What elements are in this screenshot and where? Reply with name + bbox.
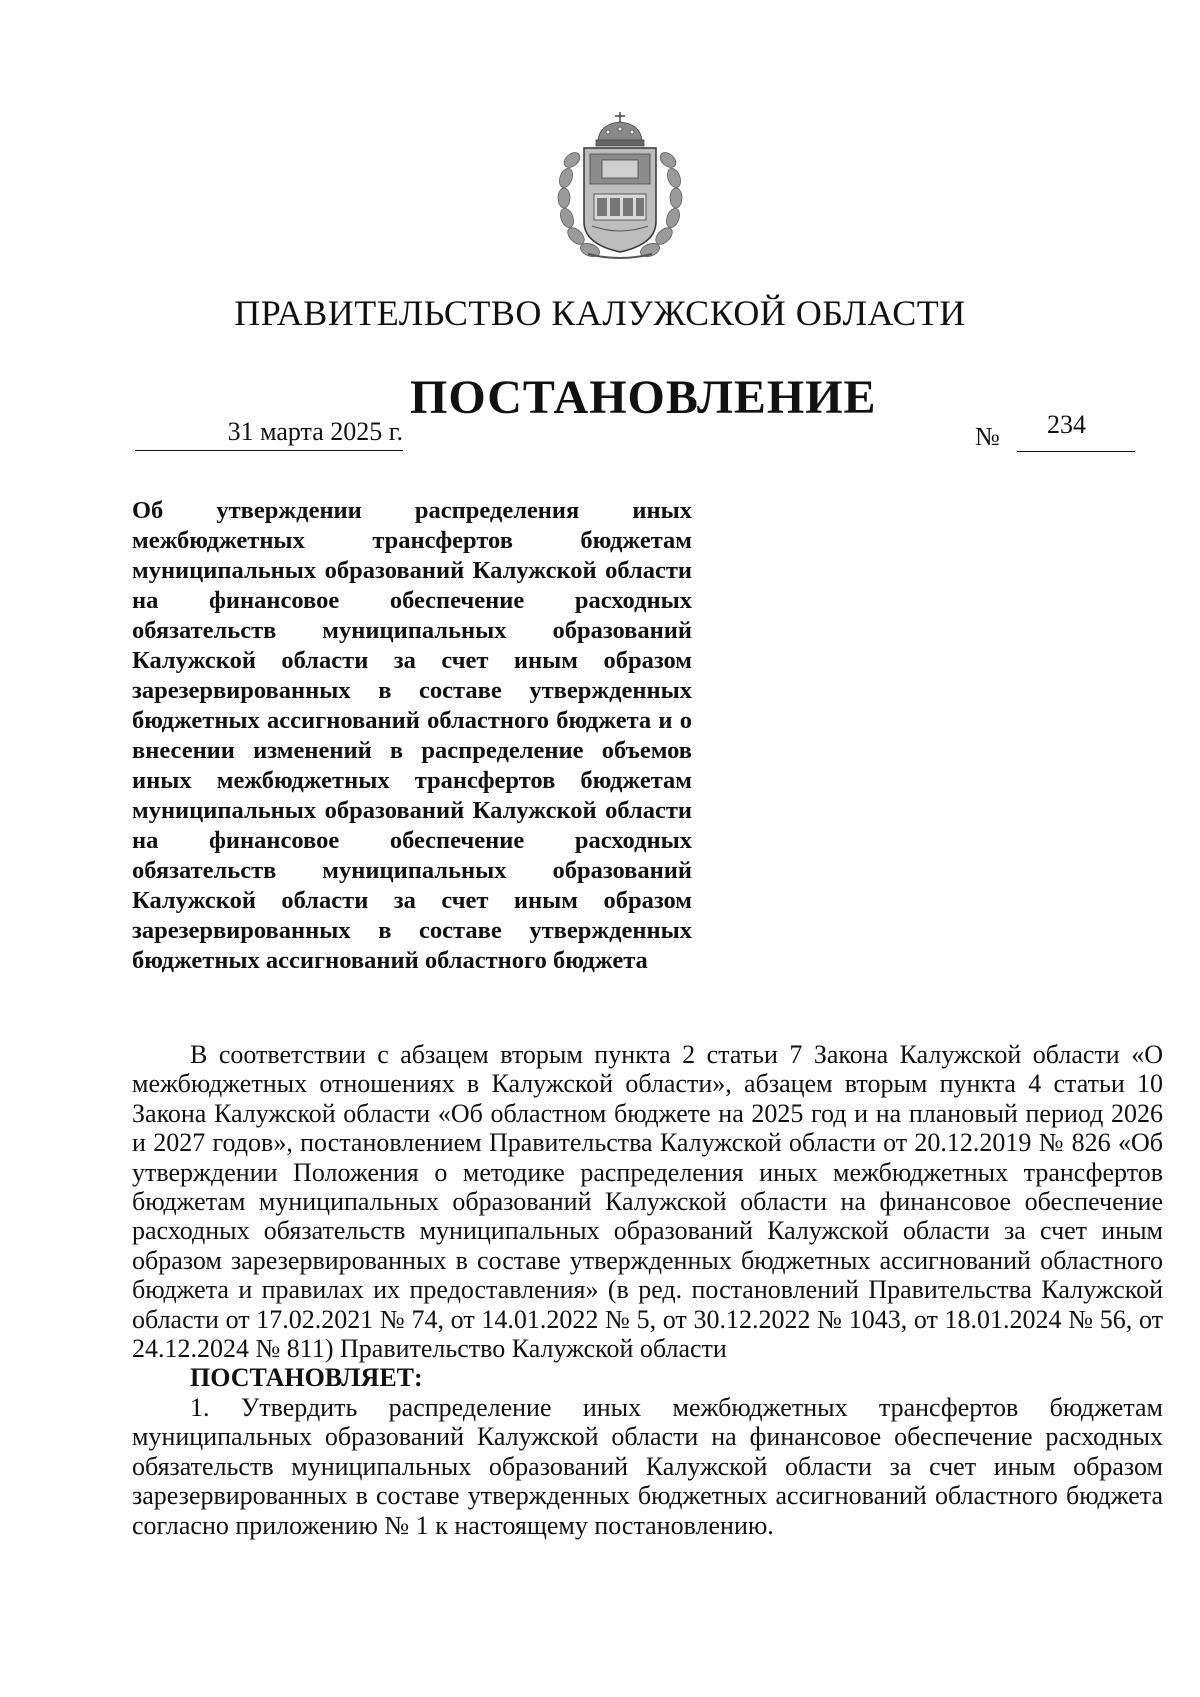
- government-title: ПРАВИТЕЛЬСТВО КАЛУЖСКОЙ ОБЛАСТИ: [234, 293, 966, 333]
- number-sign: №: [975, 422, 1000, 451]
- document-date-field: [135, 418, 403, 451]
- document-number: 234: [1047, 410, 1086, 439]
- document-date: 31 марта 2025 г.: [227, 417, 403, 446]
- document-number-field: [975, 412, 1135, 452]
- item-1-paragraph: 1. Утвердить распределение иных межбюджетных трансфертов бюджетам муниципальных образований Калужской области на финансовое обеспечение расходных обязательств муниципальных образований Калужской области за счет иным образом зарезервированных в составе утвержденных бюджетных ассигнований областного бюджета согласно приложению № 1 к настоящему постановлению.: [132, 1392, 1163, 1540]
- resolves-heading: ПОСТАНОВЛЯЕТ:: [190, 1363, 423, 1393]
- document-subject: Об утверждении распределения иных межбюджетных трансфертов бюджетам муниципальных образований Калужской области на финансовое обеспечение расходных обязательств муниципальных образований Калужской области за счет иным образом зарезервированных в составе утвержденных бюджетных ассигнований областного бюджета и о внесении изменений в распределение объемов иных межбюджетных трансфертов бюджетам муниципальных образований Калужской области на финансовое обеспечение расходных обязательств муниципальных образований Калужской области за счет иным образом зарезервированных в составе утвержденных бюджетных ассигнований областного бюджета: [132, 497, 692, 974]
- document-body: [132, 1040, 1163, 1540]
- document-type-title: ПОСТАНОВЛЕНИЕ: [410, 371, 877, 424]
- number-underline: [1017, 451, 1135, 452]
- preamble-paragraph: [132, 1040, 1163, 1393]
- preamble-text: В соответствии с абзацем вторым пункта 2 статьи 7 Закона Калужской области «О межбюджетных отношениях в Калужской области», абзацем вторым пункта 4 статьи 10 Закона Калужской области «Об областном бюджете на 2025 год и на плановый период 2026 и 2027 годов», постановлением Правительства Калужской области от 20.12.2019 № 826 «Об утверждении Положения о методике распределения иных межбюджетных трансфертов бюджетам муниципальных образований Калужской области на финансовое обеспечение расходных обязательств муниципальных образований Калужской области за счет иным образом зарезервированных в составе утвержденных бюджетных ассигнований областного бюджета и правилах их предоставления» (в ред. постановлений Правительства Калужской области от 17.02.2021 № 74, от 14.01.2022 № 5, от 30.12.2022 № 1043, от 18.01.2024 № 56, от 24.12.2024 № 811) Правительство Калужской области: [132, 1040, 1163, 1364]
- kaluga-coat-of-arms-icon: [550, 110, 690, 262]
